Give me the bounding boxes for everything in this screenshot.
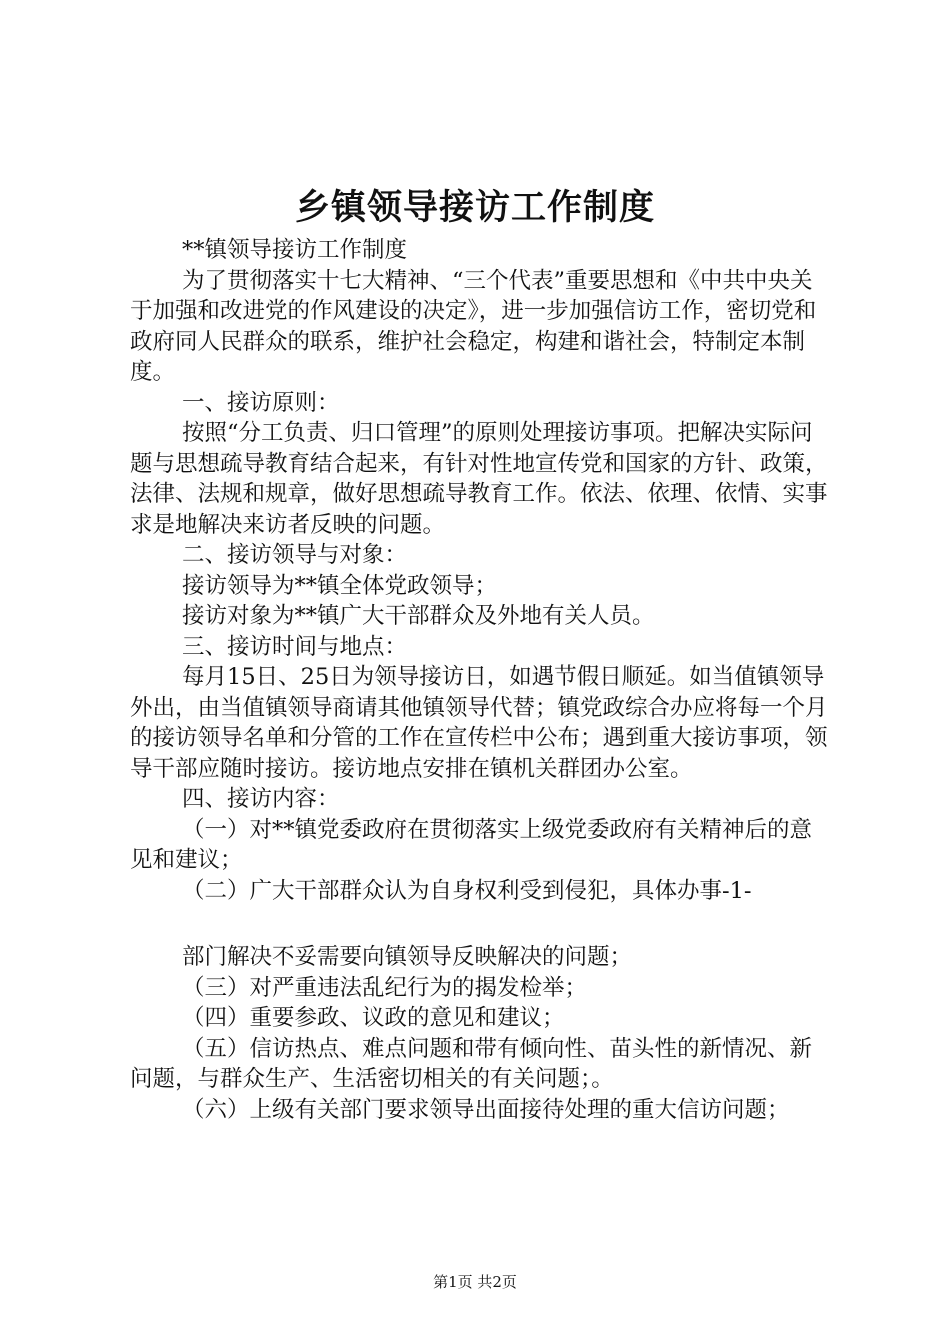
paragraph-intro: 为了贯彻落实十七大精神、“三个代表”重要思想和《中共中央关于加强和改进党的作风建设的决定》，进一步加强信访工作，密切党和政府同人民群众的联系，维护社会稳定，构建和谐社会，特制定本制度。: [130, 267, 817, 385]
doc-subtitle: **镇领导接访工作制度: [182, 237, 408, 263]
document-title: 乡镇领导接访工作制度: [294, 188, 655, 228]
paragraph-principles: 按照“分工负责、归口管理”的原则处理接访事项。把解决实际问题与思想疏导教育结合起来，有针对性地宣传党和国家的方针、政策，法律、法规和规章，做好思想疏导教育工作。依法、依理、依情、实事求是地解决来访者反映的问题。: [130, 420, 828, 538]
list-item-2-continued: 部门解决不妥需要向镇领导反映解决的问题；: [182, 944, 633, 970]
section-heading-leaders: 二、接访领导与对象：: [182, 542, 408, 568]
paragraph-leaders: 接访领导为**镇全体党政领导；: [182, 572, 498, 599]
list-item-1: （一）对**镇党委政府在贯彻落实上级党委政府有关精神后的意见和建议；: [130, 816, 813, 873]
list-item-6: （六）上级有关部门要求领导出面接待处理的重大信访问题；: [182, 1096, 790, 1123]
list-item-5: （五）信访热点、难点问题和带有倾向性、苗头性的新情况、新问题，与群众生产、生活密切相关的有关问题；。: [130, 1035, 813, 1092]
paragraph-time-place: 每月15日、25日为领导接访日，如遇节假日顺延。如当值镇领导外出，由当值镇领导商请其他镇领导代替；镇党政综合办应将每一个月的接访领导名单和分管的工作在宣传栏中公布；遇到重大接访事项，领导干部应随时接访。接访地点安排在镇机关群团办公室。: [130, 664, 828, 782]
list-item-4: （四）重要参政、议政的意见和建议；: [182, 1005, 565, 1031]
document-body: [130, 235, 830, 1125]
section-heading-time-place: 三、接访时间与地点：: [182, 633, 408, 660]
list-item-2: （二）广大干部群众认为自身权利受到侵犯，具体办事-1-: [182, 877, 752, 904]
list-item-3: （三）对严重违法乱纪行为的揭发检举；: [182, 974, 588, 1001]
paragraph-targets: 接访对象为**镇广大干部群众及外地有关人员。: [182, 603, 655, 629]
section-heading-principles: 一、接访原则：: [182, 389, 340, 416]
page-footer: 第1页 共2页: [433, 1273, 517, 1291]
section-heading-content: 四、接访内容：: [182, 786, 340, 812]
page-break-gap: [130, 906, 830, 942]
